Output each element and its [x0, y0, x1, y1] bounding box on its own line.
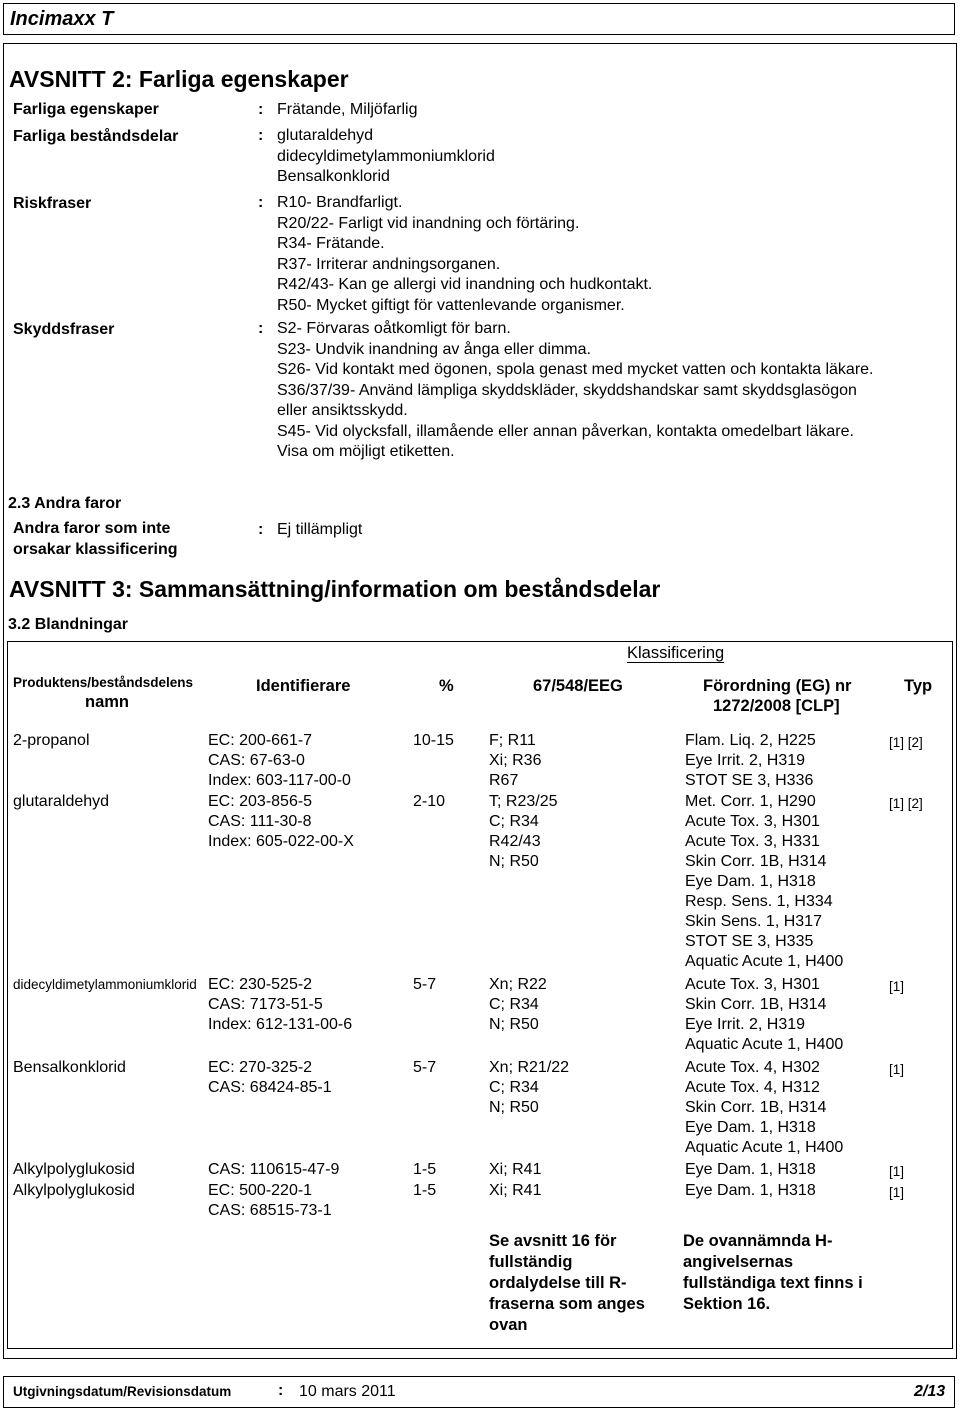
note-line: Sektion 16.: [683, 1295, 771, 1313]
value-line: R20/22- Farligt vid inandning och förtäring.: [277, 214, 580, 232]
value-line: R34- Frätande.: [277, 235, 385, 252]
eeg-line: Xi; R41: [489, 1161, 542, 1178]
label-skyddsfraser: Skyddsfraser: [13, 321, 115, 338]
id-line: CAS: 111-30-8: [208, 813, 312, 830]
header-clp-line1: Förordning (EG) nr: [703, 677, 852, 695]
footer-date-label: Utgivningsdatum/Revisionsdatum: [13, 1384, 232, 1399]
eeg-line: R42/43: [489, 833, 541, 850]
clp-line: Acute Tox. 4, H302: [685, 1059, 820, 1076]
eeg-line: N; R50: [489, 853, 539, 870]
row-1-name: 2-propanol: [13, 732, 90, 749]
id-line: CAS: 68515-73-1: [208, 1202, 332, 1219]
note-h-phrases: [683, 1231, 863, 1315]
clp-line: Skin Corr. 1B, H314: [685, 1099, 827, 1116]
eeg-line: C; R34: [489, 1079, 539, 1096]
id-line: CAS: 110615-47-9: [208, 1161, 340, 1178]
row-2-type: [1] [2]: [889, 796, 923, 811]
row-6-eeg: [489, 1181, 541, 1201]
eeg-line: N; R50: [489, 1099, 539, 1116]
value-line: Visa om möjligt etiketten.: [277, 443, 455, 460]
value-line: R50- Mycket giftigt för vattenlevande organismer.: [277, 296, 625, 314]
value-line: S36/37/39- Använd lämpliga skyddskläder, skyddshandskar samt skyddsglasögon: [277, 381, 857, 399]
row-2-eeg: [489, 792, 557, 872]
row-4-eeg: [489, 1058, 569, 1118]
clp-line: Eye Irrit. 2, H319: [685, 752, 806, 769]
colon: :: [258, 127, 264, 144]
product-title: Incimaxx T: [10, 8, 114, 30]
row-3-eeg: [489, 975, 547, 1035]
header-klassificering: Klassificering: [627, 644, 725, 662]
value-line: Bensalkonklorid: [277, 168, 390, 185]
clp-line: Eye Dam. 1, H318: [685, 1119, 816, 1136]
value-line: didecyldimetylammoniumklorid: [277, 147, 495, 165]
note-line: angivelsernas: [683, 1253, 794, 1271]
eeg-line: Xn; R22: [489, 976, 547, 993]
clp-line: Acute Tox. 3, H301: [685, 976, 820, 993]
clp-line: Met. Corr. 1, H290: [685, 793, 816, 810]
row-6-pct: 1-5: [413, 1182, 437, 1199]
clp-line: Resp. Sens. 1, H334: [685, 893, 833, 910]
row-3-ids: [208, 975, 352, 1035]
clp-line: STOT SE 3, H335: [685, 933, 814, 950]
row-6-name: Alkylpolyglukosid: [13, 1182, 135, 1199]
id-line: EC: 270-325-2: [208, 1059, 313, 1076]
row-4-pct: 5-7: [413, 1059, 437, 1076]
id-line: Index: 612-131-00-6: [208, 1016, 353, 1033]
clp-line: Eye Dam. 1, H318: [685, 873, 816, 890]
id-line: Index: 603-117-00-0: [208, 772, 351, 789]
id-line: EC: 203-856-5: [208, 793, 313, 810]
row-2-pct: 2-10: [413, 793, 446, 810]
row-2-ids: [208, 792, 354, 852]
header-clp-line2: 1272/2008 [CLP]: [713, 697, 840, 715]
id-line: EC: 200-661-7: [208, 732, 313, 749]
row-1-pct: 10-15: [413, 732, 454, 749]
id-line: CAS: 67-63-0: [208, 752, 305, 769]
header-identifier: Identifierare: [256, 677, 351, 695]
clp-line: Skin Corr. 1B, H314: [685, 996, 827, 1013]
clp-line: Flam. Liq. 2, H225: [685, 732, 816, 749]
row-3-type: [1]: [889, 979, 905, 994]
id-line: CAS: 68424-85-1: [208, 1079, 332, 1096]
value-riskfraser: [277, 193, 652, 316]
header-percent: %: [439, 677, 454, 695]
row-4-type: [1]: [889, 1062, 905, 1077]
row-2-clp: [685, 792, 843, 972]
colon: :: [258, 521, 264, 538]
footer-page-number: 2/13: [914, 1383, 946, 1400]
footer-colon: :: [278, 1382, 284, 1399]
row-3-pct: 5-7: [413, 976, 437, 993]
value-skyddsfraser: [277, 319, 874, 463]
row-5-type: [1]: [889, 1164, 905, 1179]
header-type: Typ: [904, 677, 933, 695]
subsection-3-2-title: 3.2 Blandningar: [8, 616, 129, 633]
row-5-eeg: [489, 1160, 541, 1180]
clp-line: Acute Tox. 4, H312: [685, 1079, 820, 1096]
id-line: CAS: 7173-51-5: [208, 996, 323, 1013]
row-1-clp: [685, 731, 816, 791]
section-2-title: AVSNITT 2: Farliga egenskaper: [9, 66, 349, 92]
value-line: S2- Förvaras oåtkomligt för barn.: [277, 320, 511, 337]
clp-line: Aquatic Acute 1, H400: [685, 1036, 844, 1053]
row-2-name: glutaraldehyd: [13, 793, 110, 810]
value-andra-faror: Ej tillämpligt: [277, 521, 363, 538]
clp-line: Acute Tox. 3, H331: [685, 833, 820, 850]
row-4-clp: [685, 1058, 843, 1158]
clp-line: Acute Tox. 3, H301: [685, 813, 820, 830]
eeg-line: Xi; R36: [489, 752, 542, 769]
eeg-line: T; R23/25: [489, 793, 558, 810]
clp-line: STOT SE 3, H336: [685, 772, 814, 789]
clp-line: Aquatic Acute 1, H400: [685, 953, 844, 970]
note-line: fraserna som anges: [489, 1295, 645, 1313]
eeg-line: C; R34: [489, 813, 539, 830]
label-farliga-bestandsdelar: Farliga beståndsdelar: [13, 128, 179, 145]
value-line: S23- Undvik inandning av ånga eller dimma.: [277, 340, 591, 358]
id-line: Index: 605-022-00-X: [208, 833, 354, 850]
row-6-ids: [208, 1181, 332, 1221]
clp-line: Aquatic Acute 1, H400: [685, 1139, 844, 1156]
eeg-line: C; R34: [489, 996, 539, 1013]
value-line: S26- Vid kontakt med ögonen, spola genast med mycket vatten och kontakta läkare.: [277, 361, 874, 378]
document-footer: [3, 1376, 955, 1408]
row-1-type: [1] [2]: [889, 735, 923, 750]
label-andra-faror-line2: orsakar klassificering: [13, 541, 178, 558]
note-line: fullständiga text finns i: [683, 1274, 863, 1292]
note-line: De ovannämnda H-: [683, 1232, 833, 1250]
footer-date-value: 10 mars 2011: [299, 1383, 396, 1400]
colon: :: [258, 320, 264, 337]
row-4-ids: [208, 1058, 332, 1098]
row-6-clp: [685, 1181, 816, 1201]
row-3-name: didecyldimetylammoniumklorid: [13, 977, 197, 992]
value-line: glutaraldehyd: [277, 127, 374, 144]
row-5-ids: [208, 1160, 339, 1180]
note-line: ordalydelse till R-: [489, 1274, 627, 1292]
value-farliga-egenskaper: [277, 100, 418, 121]
clp-line: Skin Corr. 1B, H314: [685, 853, 827, 870]
id-line: EC: 230-525-2: [208, 976, 313, 993]
row-4-name: Bensalkonklorid: [13, 1059, 126, 1076]
clp-line: Skin Sens. 1, H317: [685, 913, 822, 930]
header-name-line2: namn: [85, 693, 130, 711]
clp-line: Eye Dam. 1, H318: [685, 1161, 816, 1178]
colon: :: [258, 194, 264, 211]
subsection-2-3-title: 2.3 Andra faror: [8, 495, 122, 512]
value-line: eller ansiktsskydd.: [277, 402, 408, 419]
label-riskfraser: Riskfraser: [13, 195, 92, 212]
note-line: ovan: [489, 1316, 528, 1334]
note-line: fullständig: [489, 1253, 573, 1271]
eeg-line: R67: [489, 772, 519, 789]
row-1-ids: [208, 731, 351, 791]
clp-line: Eye Dam. 1, H318: [685, 1182, 816, 1199]
eeg-line: Xi; R41: [489, 1182, 542, 1199]
value-line: R10- Brandfarligt.: [277, 194, 403, 211]
row-1-eeg: [489, 731, 541, 791]
note-line: Se avsnitt 16 för: [489, 1232, 617, 1250]
note-r-phrases: [489, 1231, 645, 1336]
row-5-clp: [685, 1160, 816, 1180]
value-line: Frätande, Miljöfarlig: [277, 101, 418, 118]
row-5-name: Alkylpolyglukosid: [13, 1161, 135, 1178]
label-andra-faror-line1: Andra faror som inte: [13, 520, 171, 537]
eeg-line: Xn; R21/22: [489, 1059, 570, 1076]
eeg-line: N; R50: [489, 1016, 539, 1033]
row-5-pct: 1-5: [413, 1161, 437, 1178]
value-line: R37- Irriterar andningsorganen.: [277, 255, 501, 273]
colon: :: [258, 101, 264, 118]
value-line: R42/43- Kan ge allergi vid inandning och hudkontakt.: [277, 276, 653, 293]
value-farliga-bestandsdelar: [277, 126, 495, 188]
header-eeg: 67/548/EEG: [533, 677, 623, 695]
value-line: S45- Vid olycksfall, illamående eller annan påverkan, kontakta omedelbart läkare.: [277, 422, 854, 440]
clp-line: Eye Irrit. 2, H319: [685, 1016, 806, 1033]
id-line: EC: 500-220-1: [208, 1182, 313, 1199]
document-header: [3, 3, 955, 35]
section-3-title: AVSNITT 3: Sammansättning/information om beståndsdelar: [9, 576, 661, 602]
label-farliga-egenskaper: Farliga egenskaper: [13, 101, 159, 118]
row-3-clp: [685, 975, 843, 1055]
row-6-type: [1]: [889, 1185, 905, 1200]
header-name-line1: Produktens/beståndsdelens: [13, 675, 194, 690]
eeg-line: F; R11: [489, 732, 536, 749]
